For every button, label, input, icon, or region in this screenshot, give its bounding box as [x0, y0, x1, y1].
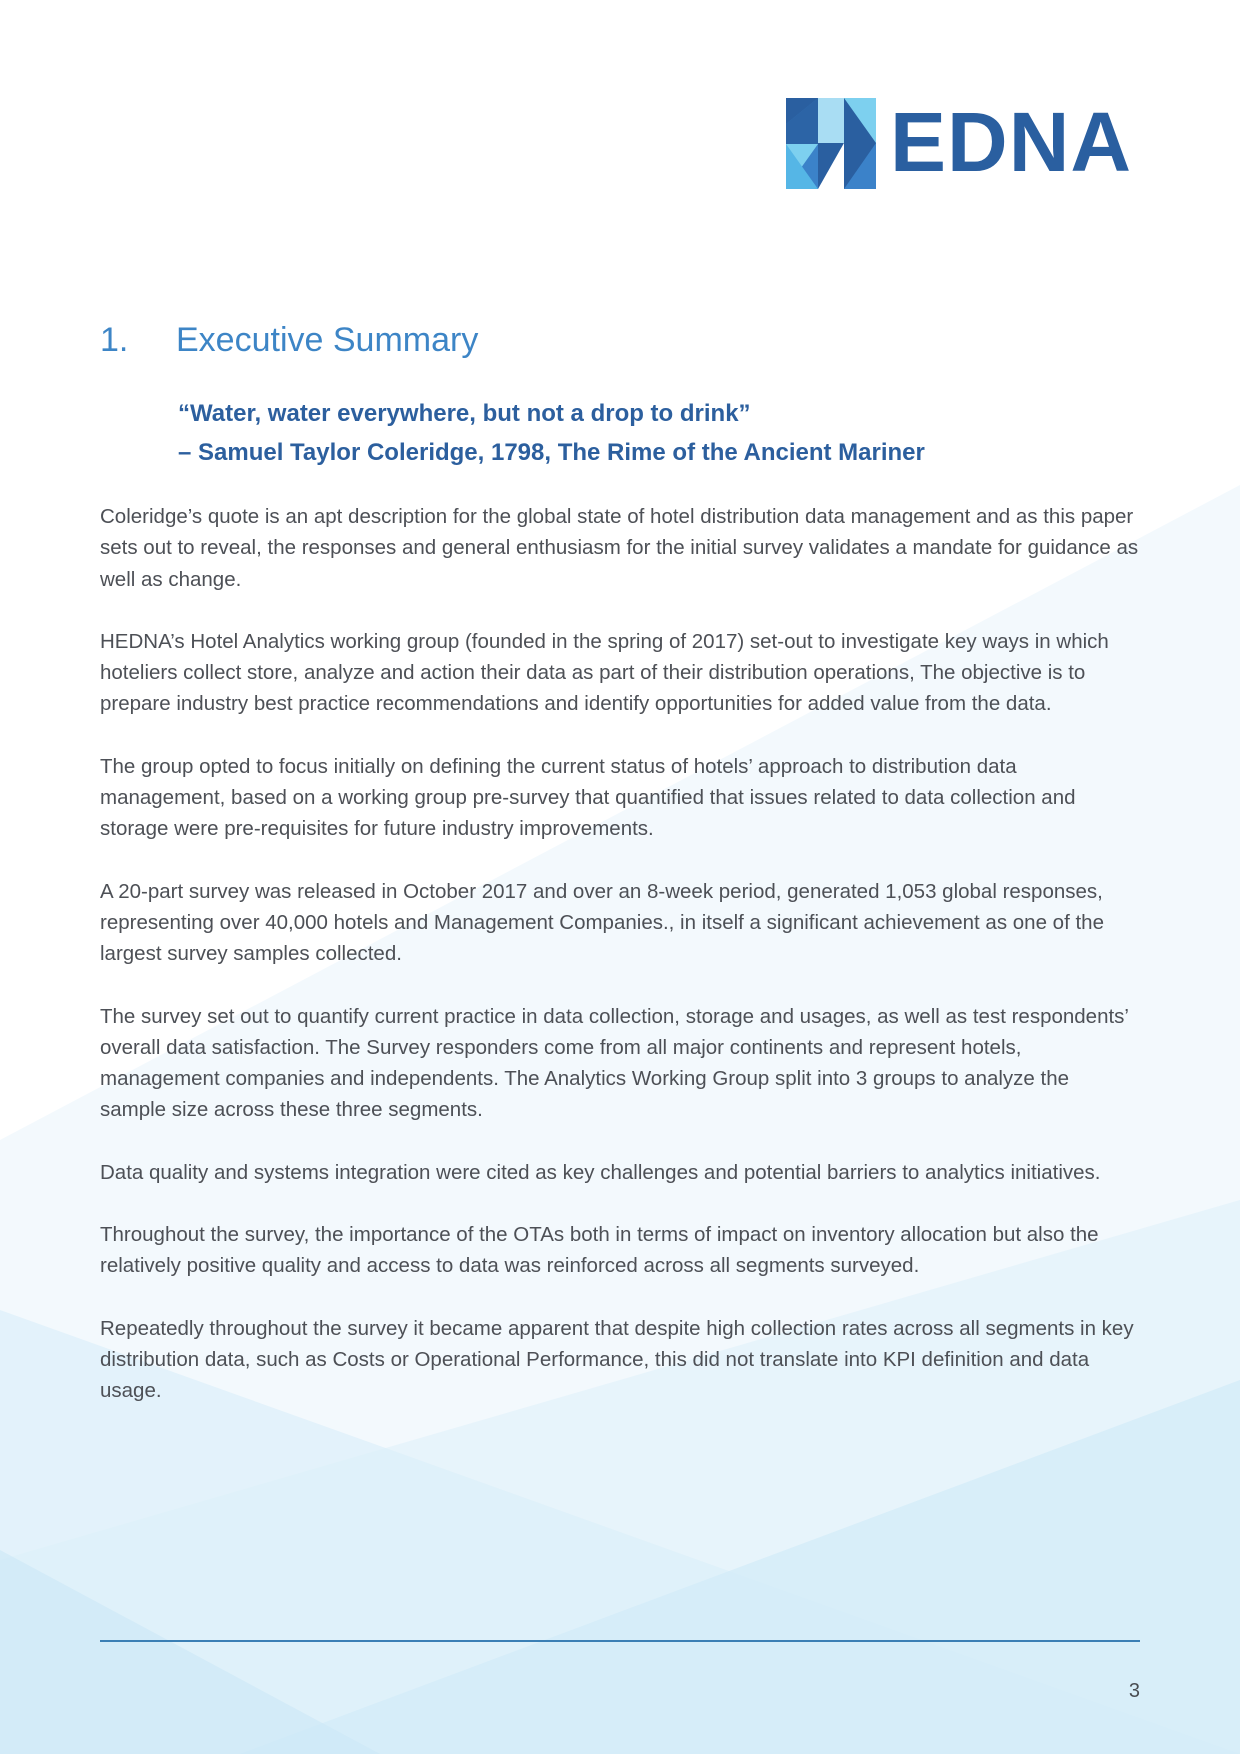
- hedna-logo-mark: [786, 98, 876, 189]
- paragraph: The survey set out to quantify current practice in data collection, storage and usages, as well as test respondents’ overall data satisfaction. The Survey responders come from all major continents and represent hotels, management companies and independents. The Analytics Working Group split into 3 groups to analyze the sample size across these three segments.: [100, 1004, 1129, 1122]
- paragraph: Repeatedly throughout the survey it became apparent that despite high collection rates across all segments in key distribution data, such as Costs or Operational Performance, this did not translate into KPI definition and data usage.: [100, 1316, 1134, 1403]
- paragraph: HEDNA’s Hotel Analytics working group (founded in the spring of 2017) set-out to investigate key ways in which hoteliers collect store, analyze and action their data as part of their distribution operations, The objective is to prepare industry best practice recommendations and identify opportunities for added value from the data.: [100, 629, 1109, 716]
- quote-attribution: – Samuel Taylor Coleridge, 1798, The Rime of the Ancient Mariner: [178, 439, 925, 466]
- section-number: 1.: [100, 321, 129, 359]
- quote-text: “Water, water everywhere, but not a drop to drink”: [178, 400, 751, 427]
- hedna-logo: [786, 95, 1142, 190]
- paragraph: Throughout the survey, the importance of the OTAs both in terms of impact on inventory allocation but also the relatively positive quality and access to data was reinforced across all segments surveyed.: [100, 1223, 1099, 1278]
- paragraph: The group opted to focus initially on defining the current status of hotels’ approach to distribution data management, based on a working group pre-survey that quantified that issues related to data collection and storage were pre-requisites for future industry improvements.: [100, 754, 1076, 841]
- footer-divider: [100, 1640, 1140, 1642]
- epigraph-quote: [178, 394, 925, 472]
- body-text: [100, 501, 1140, 1438]
- logo-wordmark: EDNA: [890, 95, 1133, 189]
- section-heading: [100, 316, 478, 364]
- paragraph: Coleridge’s quote is an apt description for the global state of hotel distribution data management and as this paper sets out to reveal, the responses and general enthusiasm for the initial survey validates a mandate for guidance as well as change.: [100, 505, 1139, 591]
- paragraph: Data quality and systems integration were cited as key challenges and potential barriers to analytics initiatives.: [100, 1160, 1101, 1184]
- section-title: Executive Summary: [176, 321, 479, 359]
- paragraph: A 20-part survey was released in October 2017 and over an 8-week period, generated 1,053 global responses, representing over 40,000 hotels and Management Companies., in itself a significant achievement as one of the largest survey samples collected.: [100, 879, 1104, 966]
- page-number: 3: [1128, 1680, 1140, 1702]
